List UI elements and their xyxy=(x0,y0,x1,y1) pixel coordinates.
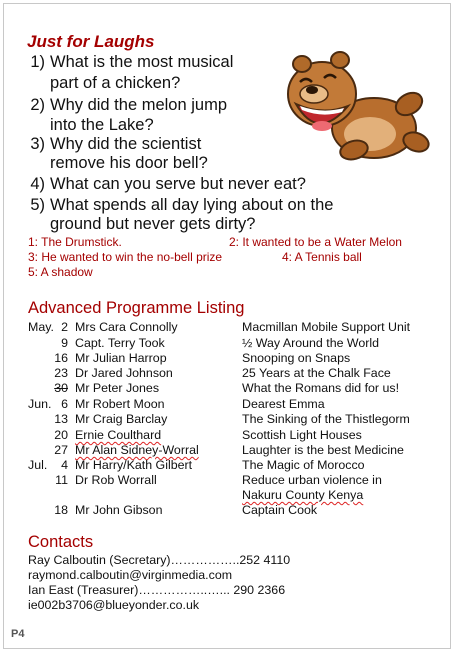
row-talk: Snooping on Snaps xyxy=(242,351,351,365)
page-number: P4 xyxy=(11,628,25,640)
contact-secretary-email[interactable]: raymond.calboutin@virginmedia.com xyxy=(28,568,233,582)
row-talk: Reduce urban violence in xyxy=(242,473,382,487)
row-speaker: Mr Julian Harrop xyxy=(75,351,167,365)
row-month: Jul. xyxy=(28,458,48,472)
programme-row xyxy=(0,381,456,397)
contact-treasurer: Ian East (Treasurer)……………..…... 290 2366 xyxy=(28,583,286,597)
row-speaker: Ernie Coulthard xyxy=(75,428,162,442)
row-day: 9 xyxy=(61,336,68,350)
row-talk: The Magic of Morocco xyxy=(242,458,365,472)
row-month: May. xyxy=(28,320,54,334)
row-talk: Scottish Light Houses xyxy=(242,428,362,442)
programme-title: Advanced Programme Listing xyxy=(28,299,245,317)
row-day: 20 xyxy=(54,428,68,442)
row-day: 4 xyxy=(61,458,68,472)
row-day: 23 xyxy=(54,366,68,380)
programme-row xyxy=(0,458,456,474)
row-day: 6 xyxy=(61,397,68,411)
contact-secretary: Ray Calboutin (Secretary)……………..252 4110 xyxy=(28,553,291,567)
row-speaker: Capt. Terry Took xyxy=(75,336,165,350)
programme-row xyxy=(0,351,456,367)
row-day: 27 xyxy=(54,443,68,457)
row-talk: ½ Way Around the World xyxy=(242,336,380,350)
row-talk: 25 Years at the Chalk Face xyxy=(242,366,391,380)
programme-row xyxy=(0,320,456,336)
row-day: 11 xyxy=(55,473,68,487)
row-speaker: Mr Robert Moon xyxy=(75,397,165,411)
row-talk: What the Romans did for us! xyxy=(242,381,400,395)
contact-treasurer-email[interactable]: ie002b3706@blueyonder.co.uk xyxy=(28,598,200,612)
programme-row xyxy=(0,473,456,489)
row-talk: Nakuru County Kenya xyxy=(242,488,364,502)
programme-row xyxy=(0,412,456,428)
programme-row xyxy=(0,443,456,459)
jokes-title: Just for Laughs xyxy=(27,32,155,51)
programme-row xyxy=(0,488,456,504)
programme-row xyxy=(0,503,456,519)
row-speaker: Dr Rob Worrall xyxy=(75,473,157,487)
row-talk: Captain Cook xyxy=(242,503,318,517)
row-day: 30 xyxy=(54,381,68,395)
programme-row xyxy=(0,336,456,352)
row-day: 18 xyxy=(54,503,68,517)
laughing-bear-illustration xyxy=(282,46,440,170)
row-day: 2 xyxy=(61,320,68,334)
row-month: Jun. xyxy=(28,397,52,411)
row-speaker: Mrs Cara Connolly xyxy=(75,320,178,334)
row-speaker: Mr Alan Sidney-Worral xyxy=(75,443,199,457)
row-talk: Macmillan Mobile Support Unit xyxy=(242,320,411,334)
row-speaker: Mr Craig Barclay xyxy=(75,412,168,426)
answer-4: 4: A Tennis ball xyxy=(282,250,362,264)
row-talk: Laughter is the best Medicine xyxy=(242,443,404,457)
row-speaker: Mr John Gibson xyxy=(75,503,163,517)
answer-1: 1: The Drumstick. xyxy=(28,235,122,249)
row-day: 16 xyxy=(54,351,68,365)
answer-2: 2: It wanted to be a Water Melon xyxy=(229,235,402,249)
row-speaker: Mr Harry/Kath Gilbert xyxy=(75,458,193,472)
row-talk: The Sinking of the Thistlegorm xyxy=(242,412,410,426)
row-talk: Dearest Emma xyxy=(242,397,325,411)
programme-row xyxy=(0,366,456,382)
answer-5: 5: A shadow xyxy=(28,265,93,279)
programme-row xyxy=(0,397,456,413)
programme-row xyxy=(0,428,456,444)
row-speaker: Mr Peter Jones xyxy=(75,381,160,395)
row-day: 13 xyxy=(54,412,68,426)
contacts-title: Contacts xyxy=(28,533,94,551)
answer-3: 3: He wanted to win the no-bell prize xyxy=(28,250,223,264)
row-speaker: Dr Jared Johnson xyxy=(75,366,173,380)
